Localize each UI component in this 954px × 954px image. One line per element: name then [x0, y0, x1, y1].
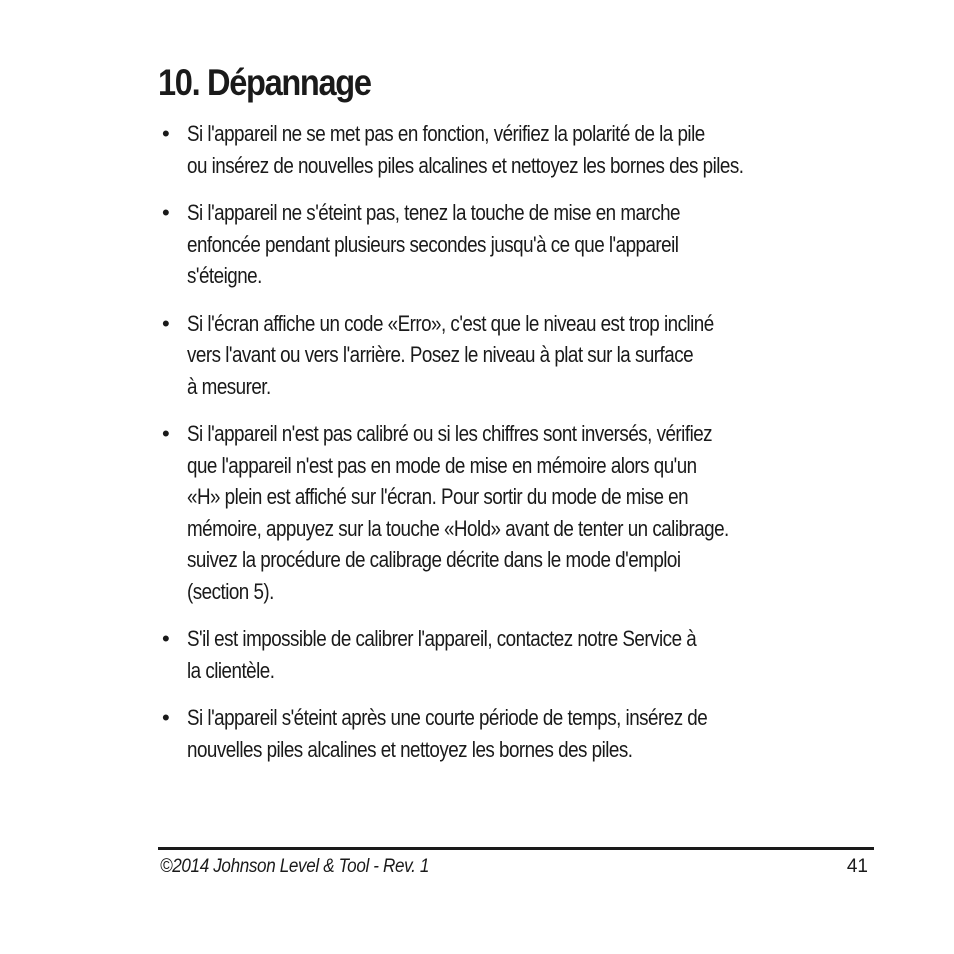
list-item: [160, 197, 920, 292]
bullet-icon: •: [162, 310, 170, 336]
text-line: enfoncée pendant plusieurs secondes jusqu'à ce que l'appareil: [187, 231, 679, 257]
page-title: 10. Dépannage: [158, 62, 371, 103]
text-line: à mesurer.: [187, 373, 271, 399]
bullet-icon: •: [162, 200, 170, 225]
list-item: [160, 702, 920, 765]
text-line: s'éteigne.: [187, 263, 262, 288]
text-line: ou insérez de nouvelles piles alcalines et nettoyez les bornes des piles.: [187, 152, 744, 178]
list-item-text: [187, 197, 871, 292]
list-item: [160, 623, 920, 686]
list-item-text: [187, 118, 871, 181]
text-line: S'il est impossible de calibrer l'appareil, contactez notre Service à: [187, 626, 697, 651]
list-item: [160, 308, 920, 403]
text-line: mémoire, appuyez sur la touche «Hold» avant de tenter un calibrage.: [187, 515, 729, 541]
bullet-icon: •: [162, 705, 170, 730]
footer-copyright: ©2014 Johnson Level & Tool - Rev. 1: [160, 856, 430, 877]
list-item: [160, 418, 920, 607]
text-line: vers l'avant ou vers l'arrière. Posez le niveau à plat sur la surface: [187, 342, 694, 367]
text-line: la clientèle.: [187, 657, 275, 683]
text-line: Si l'appareil n'est pas calibré ou si les chiffres sont inversés, vérifiez: [187, 421, 713, 446]
bullet-icon: •: [162, 421, 170, 446]
text-line: Si l'appareil ne s'éteint pas, tenez la touche de mise en marche: [187, 200, 680, 225]
list-item-text: [187, 623, 871, 686]
list-item-text: [187, 308, 871, 403]
bullet-icon: •: [162, 121, 170, 146]
list-item: [160, 118, 920, 181]
bullet-icon: •: [162, 626, 170, 651]
list-item-text: [187, 702, 871, 765]
text-line: (section 5).: [187, 578, 274, 604]
text-line: «H» plein est affiché sur l'écran. Pour sortir du mode de mise en: [187, 484, 689, 509]
text-line: que l'appareil n'est pas en mode de mise en mémoire alors qu'un: [187, 452, 697, 478]
text-line: Si l'appareil ne se met pas en fonction, vérifiez la polarité de la pile: [187, 121, 705, 146]
text-line: nouvelles piles alcalines et nettoyez les bornes des piles.: [187, 736, 633, 762]
page-number: 41: [846, 856, 868, 877]
troubleshooting-list: [160, 118, 920, 781]
text-line: Si l'écran affiche un code «Erro», c'est que le niveau est trop incliné: [187, 310, 714, 336]
list-item-text: [187, 418, 871, 607]
text-line: suivez la procédure de calibrage décrite dans le mode d'emploi: [187, 547, 681, 572]
text-line: Si l'appareil s'éteint après une courte période de temps, insérez de: [187, 705, 708, 730]
footer-divider: [158, 847, 874, 850]
